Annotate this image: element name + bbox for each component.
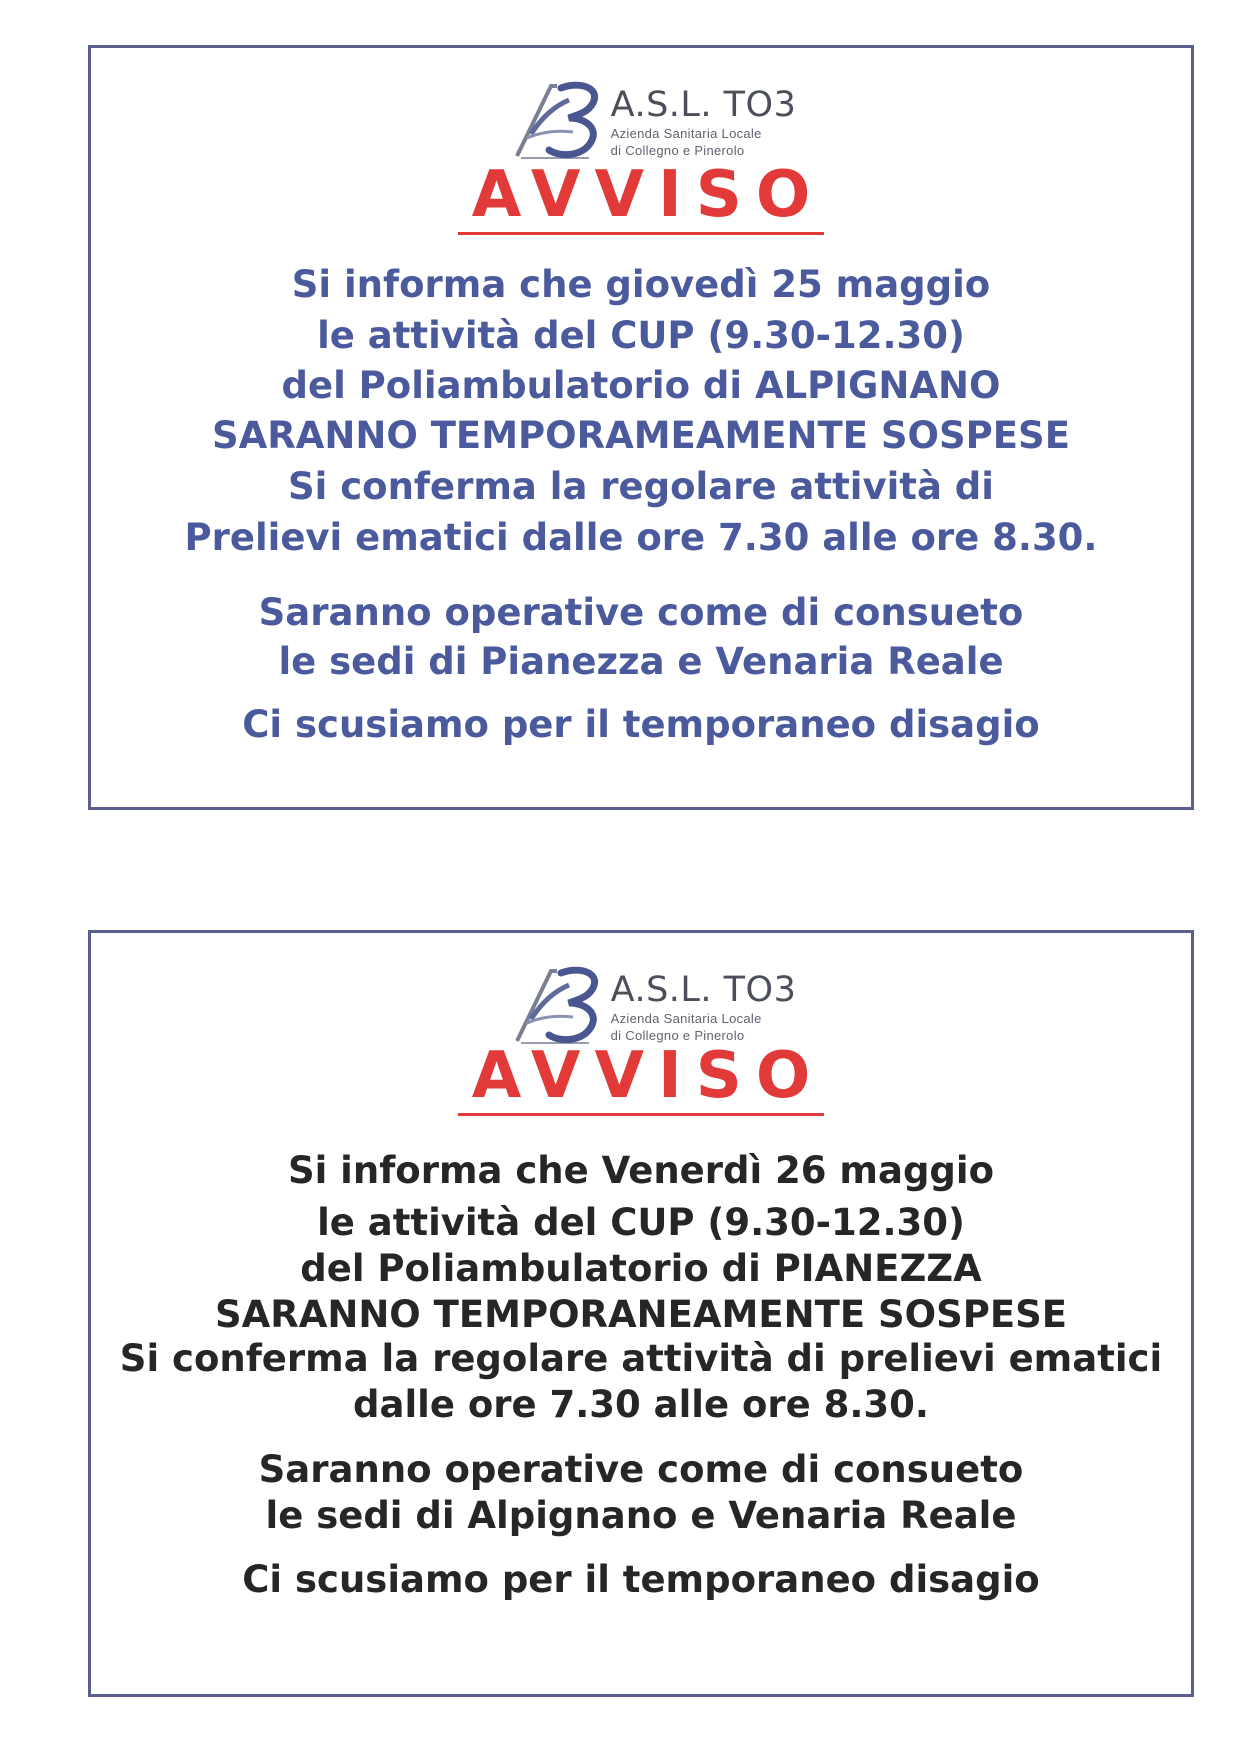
notice-line: Si conferma la regolare attività di [288, 465, 994, 508]
logo-subtitle-1: Azienda Sanitaria Locale [610, 1011, 762, 1026]
notice-line: Si informa che Venerdì 26 maggio [287, 1149, 995, 1192]
logo-subtitle-1: Azienda Sanitaria Locale [610, 126, 762, 141]
notice-line: Si informa che giovedì 25 maggio [291, 263, 991, 306]
notice-line: le sedi di Pianezza e Venaria Reale [278, 640, 1004, 683]
notice-line: del Poliambulatorio di PIANEZZA [300, 1247, 982, 1290]
notice-line: Prelievi ematici dalle ore 7.30 alle ore 8.30. [184, 516, 1098, 559]
notice-card [88, 930, 1194, 1697]
notice-card [88, 45, 1194, 810]
notice-line: dalle ore 7.30 alle ore 8.30. [353, 1383, 929, 1426]
notice-line: Si conferma la regolare attività di prelievi ematici [119, 1337, 1163, 1380]
notice-line: Ci scusiamo per il temporaneo disagio [242, 703, 1040, 746]
logo-subtitle-2: di Collegno e Pinerolo [610, 1028, 745, 1043]
notice-heading: AVVISO [91, 160, 1191, 235]
notice-line: SARANNO TEMPORANEAMENTE SOSPESE [214, 1293, 1068, 1336]
notice-line: Saranno operative come di consueto [258, 1448, 1024, 1491]
asl-logo-icon [511, 76, 605, 168]
logo-title: A.S.L. TO3 [610, 85, 797, 125]
notice-heading: AVVISO [91, 1041, 1191, 1116]
logo-subtitle-2: di Collegno e Pinerolo [610, 143, 745, 158]
notice-line: Ci scusiamo per il temporaneo disagio [242, 1558, 1040, 1601]
logo-title: A.S.L. TO3 [610, 970, 797, 1010]
notice-line: Saranno operative come di consueto [258, 591, 1024, 634]
notice-line: le attività del CUP (9.30-12.30) [317, 314, 965, 357]
notice-line: SARANNO TEMPORAMEAMENTE SOSPESE [212, 414, 1070, 457]
notice-line: le attività del CUP (9.30-12.30) [317, 1201, 965, 1244]
notice-line: le sedi di Alpignano e Venaria Reale [265, 1494, 1017, 1537]
notice-line: del Poliambulatorio di ALPIGNANO [281, 364, 1001, 407]
